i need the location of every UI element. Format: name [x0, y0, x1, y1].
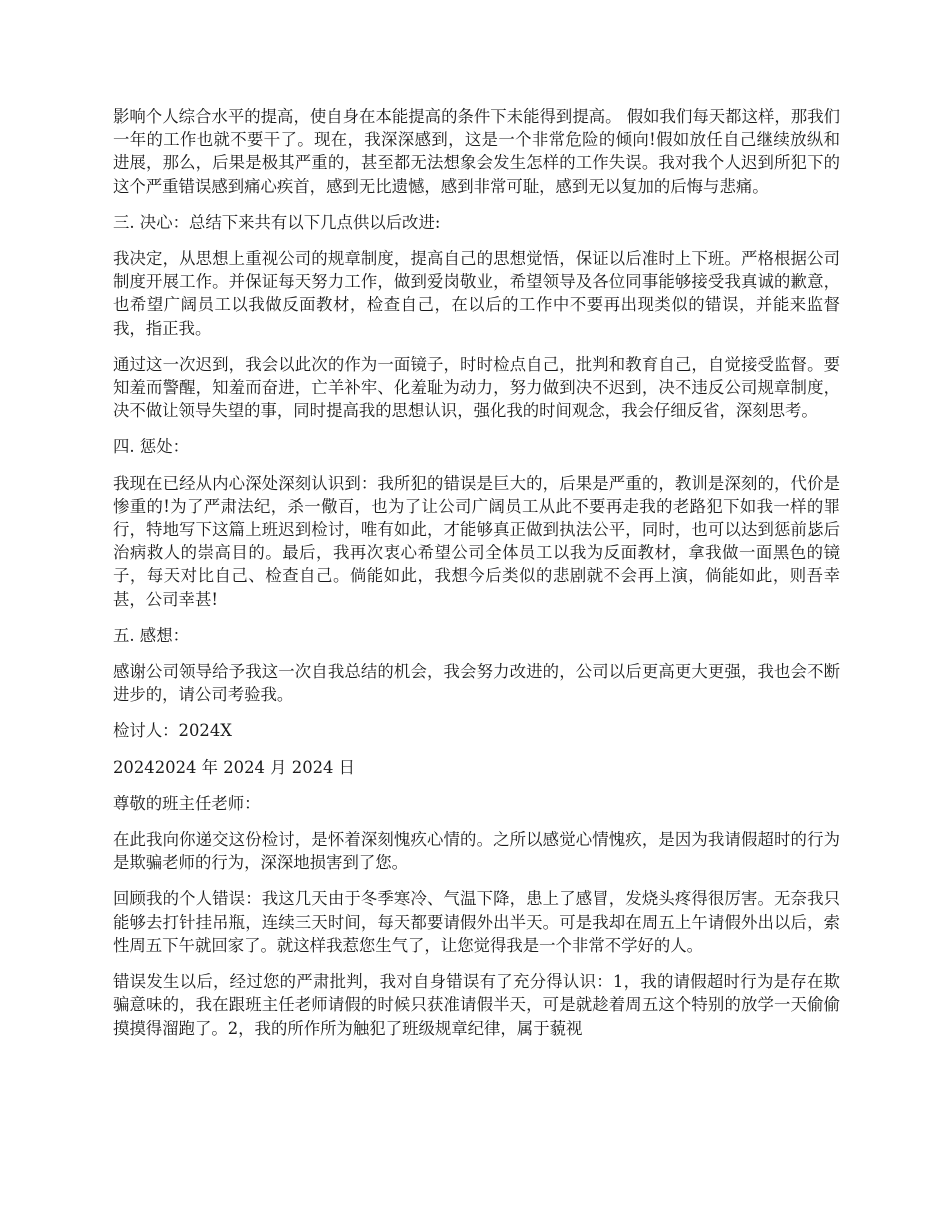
signature-line: 检讨人：2024X [113, 721, 232, 741]
section-heading-resolve: 三. 决心：总结下来共有以下几点供以后改进: [113, 212, 441, 232]
section-heading-punishment: 四. 惩处： [113, 437, 189, 457]
paragraph-3: 通过这一次迟到，我会以此次的作为一面镜子，时时检点自己，批判和教育自己，自觉接受监督。要知羞而警醒，知羞而奋进，亡羊补牢、化羞耻为动力，努力做到决不迟到，决不违反公司规章制度，决不做让领导失望的事，同时提高我的思想认识，强化我的时间观念，我会仔细反省，深刻思考。 [113, 354, 840, 421]
paragraph-8: 错误发生以后，经过您的严肃批判，我对自身错误有了充分得认识：1，我的请假超时行为是存在欺骗意味的，我在跟班主任老师请假的时候只获准请假半天，可是就趁着周五这个特别的放学一天偷偷摸摸得溜跑了。2，我的所作所为触犯了班级规章纪律，属于藐视 [113, 972, 840, 1038]
paragraph-5: 感谢公司领导给予我这一次自我总结的机会，我会努力改进的，公司以后更高更大更强，我也会不断进步的，请公司考验我。 [113, 662, 840, 705]
paragraph-4: 我现在已经从内心深处深刻认识到：我所犯的错误是巨大的，后果是严重的，教训是深刻的，代价是惨重的!为了严肃法纪，杀一儆百，也为了让公司广阔员工从此不要再走我的老路犯下如我一样的罪行，特地写下这篇上班迟到检讨，唯有如此，才能够真正做到执法公平，同时，也可以达到惩前毖后治病救人的崇高目的。最后，我再次衷心希望公司全体员工以我为反面教材，拿我做一面黑色的镜子，每天对比自己、检查自己。倘能如此，我想今后类似的悲剧就不会再上演，倘能如此，则吾幸甚，公司幸甚! [113, 473, 840, 609]
salutation: 尊敬的班主任老师： [113, 793, 261, 813]
paragraph-1: 影响个人综合水平的提高，使自身在本能提高的条件下未能得到提高。 假如我们每天都这样，那我们一年的工作也就不要干了。现在，我深深感到，这是一个非常危险的倾向!假如放任自己继续放纵和进展，那么，后果是极其严重的，甚至都无法想象会发生怎样的工作失误。我对我个人迟到所犯下的这个严重错误感到痛心疾首，感到无比遗憾，感到非常可耻，感到无以复加的后悔与悲痛。 [113, 107, 840, 196]
document-page [113, 105, 840, 1053]
date-line: 20242024 年 2024 月 2024 日 [113, 757, 356, 777]
section-heading-reflection: 五. 感想： [113, 625, 189, 645]
paragraph-6: 在此我向你递交这份检讨，是怀着深刻愧疚心情的。之所以感觉心情愧疚，是因为我请假超时的行为是欺骗老师的行为，深深地损害到了您。 [113, 830, 840, 873]
paragraph-7: 回顾我的个人错误：我这几天由于冬季寒冷、气温下降，患上了感冒，发烧头疼得很厉害。无奈我只能够去打针挂吊瓶，连续三天时间，每天都要请假外出半天。可是我却在周五上午请假外出以后，索性周五下午就回家了。就这样我惹您生气了，让您觉得我是一个非常不学好的人。 [113, 889, 840, 955]
paragraph-2: 我决定，从思想上重视公司的规章制度，提高自己的思想觉悟，保证以后准时上下班。严格根据公司制度开展工作。并保证每天努力工作，做到爱岗敬业，希望领导及各位同事能够接受我真诚的歉意，也希望广阔员工以我做反面教材，检查自己，在以后的工作中不要再出现类似的错误，并能来监督我，指正我。 [113, 249, 840, 338]
